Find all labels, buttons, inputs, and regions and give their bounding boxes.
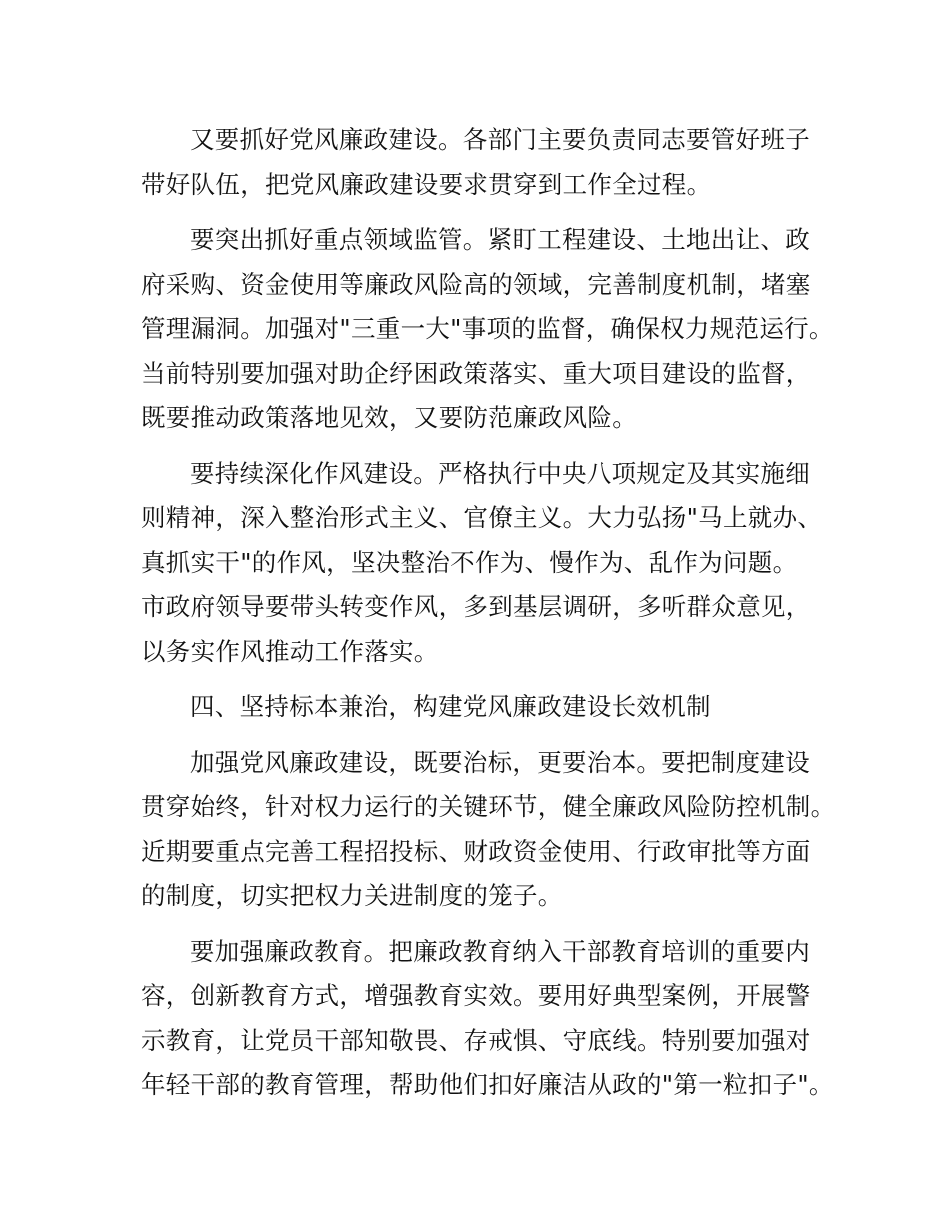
text-line: 当前特别要加强对助企纾困政策落实、重大项目建设的监督， <box>141 358 811 388</box>
text-line: 要加强廉政教育。把廉政教育纳入干部教育培训的重要内 <box>190 936 810 966</box>
text-line: 既要推动政策落地见效，又要防范廉政风险。 <box>141 403 637 432</box>
text-line: 年轻干部的教育管理，帮助他们扣好廉洁从政的"第一粒扣子"。 <box>141 1070 834 1099</box>
paragraph-institution-building <box>141 741 836 919</box>
text-line: 以务实作风推动工作落实。 <box>141 636 439 666</box>
paragraph-integrity-education <box>141 930 834 1108</box>
text-line: 要突出抓好重点领域监管。紧盯工程建设、土地出让、政 <box>190 225 810 254</box>
text-line: 加强党风廉政建设，既要治标，更要治本。要把制度建设 <box>190 747 810 777</box>
heading-line: 四、坚持标本兼治，构建党风廉政建设长效机制 <box>190 692 711 721</box>
text-line: 府采购、资金使用等廉政风险高的领域，完善制度机制，堵塞 <box>141 269 811 299</box>
text-line: 管理漏洞。加强对"三重一大"事项的监督，确保权力规范运行。 <box>141 314 834 343</box>
paragraph-work-style <box>141 452 821 675</box>
text-line: 则精神，深入整治形式主义、官僚主义。大力弘扬"马上就办、 <box>141 503 823 532</box>
text-line: 的制度，切实把权力关进制度的笼子。 <box>141 881 563 910</box>
text-line: 市政府领导要带头转变作风，多到基层调研，多听群众意见， <box>141 592 811 621</box>
text-line: 近期要重点完善工程招投标、财政资金使用、行政审批等方面 <box>141 836 811 866</box>
section-heading <box>141 685 821 730</box>
paragraph-party-conduct <box>141 118 821 207</box>
text-line: 贯穿始终，针对权力运行的关键环节，健全廉政风险防控机制。 <box>141 792 836 821</box>
document-body <box>141 118 836 1119</box>
text-line: 要持续深化作风建设。严格执行中央八项规定及其实施细 <box>190 458 810 488</box>
text-line: 示教育，让党员干部知敬畏、存戒惧、守底线。特别要加强对 <box>141 1025 811 1055</box>
text-line: 容，创新教育方式，增强教育实效。要用好典型案例，开展警 <box>141 981 811 1010</box>
text-line: 又要抓好党风廉政建设。各部门主要负责同志要管好班子 <box>190 125 810 154</box>
text-line: 真抓实干"的作风，坚决整治不作为、慢作为、乱作为问题。 <box>141 547 798 577</box>
text-line: 带好队伍，把党风廉政建设要求贯穿到工作全过程。 <box>141 169 712 199</box>
paragraph-key-areas <box>141 218 834 441</box>
